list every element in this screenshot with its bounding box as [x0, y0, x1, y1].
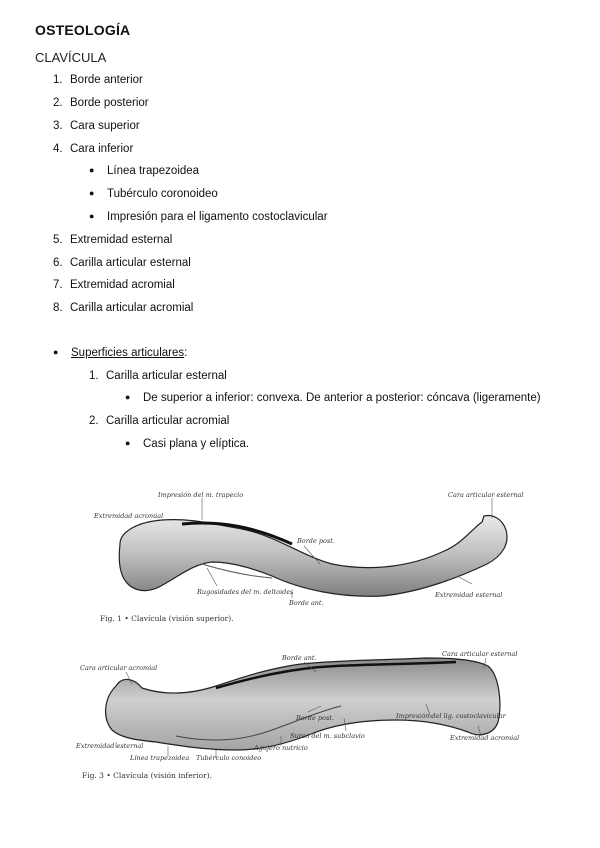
list-item: 4. Cara inferior: [53, 143, 134, 155]
bullet-icon: ●: [125, 438, 131, 448]
list-item: 5. Extremidad esternal: [53, 234, 173, 246]
bullet-icon: ●: [89, 188, 95, 198]
figure1-caption: Fig. 1 • Clavícula (visión superior).: [100, 614, 234, 623]
label-rugosidades: Rugosidades del m. deltoides: [197, 588, 294, 596]
label-cara-articular-esternal: Cara articular esternal: [448, 491, 524, 499]
label-agujero: Agujero nutricio: [254, 744, 308, 752]
bullet-icon: ●: [89, 165, 95, 175]
sub-list-item: ● Tubérculo coronoideo: [89, 188, 218, 200]
sub-list-item: ● Casi plana y elíptica.: [125, 438, 250, 450]
label-borde-ant: Borde ant.: [282, 654, 317, 662]
list-item: 1. Carilla articular esternal: [89, 370, 227, 382]
label-extremidad-esternal: Extremidad esternal: [435, 591, 503, 599]
label-impresion: Impresión del m. trapecio: [158, 491, 244, 499]
list-item: 3. Cara superior: [53, 120, 140, 132]
clavicle-superior-figure: [82, 484, 532, 626]
label-extremidad-esternal-left: Extremidad esternal: [76, 742, 144, 750]
label-borde-post: Borde post.: [296, 714, 334, 722]
figure2-caption: Fig. 3 • Clavícula (visión inferior).: [82, 771, 213, 780]
bullet-icon: ●: [125, 392, 131, 402]
page-title: OSTEOLOGÍA: [35, 22, 131, 38]
bullet-icon: ●: [53, 347, 59, 357]
sub-list-item: ● Impresión para el ligamento costoclavicular: [89, 211, 328, 223]
label-linea-trapezoidea: Línea trapezoidea: [130, 754, 190, 762]
label-extremidad-esternal: Extremidad acromial: [450, 734, 520, 742]
label-borde-post: Borde post.: [297, 537, 335, 545]
list-item: 7. Extremidad acromial: [53, 279, 175, 291]
label-cara-articular-acromial: Cara articular acromial: [80, 664, 158, 672]
sub-list-item: ● De superior a inferior: convexa. De anterior a posterior: cóncava (ligeramente): [125, 392, 541, 404]
label-extremidad-acromial: Extremidad acromial: [94, 512, 164, 520]
label-borde-ant: Borde ant.: [289, 599, 324, 607]
clavicle-inferior-figure: [76, 646, 528, 786]
articular-heading: ● Superficies articulares:: [53, 347, 188, 359]
label-tuberculo: Tubérculo conoideo: [196, 754, 262, 762]
label-surco: Surco del m. subclavio: [290, 732, 365, 740]
bullet-icon: ●: [89, 211, 95, 221]
list-item: 8. Carilla articular acromial: [53, 302, 194, 314]
section-title: CLAVÍCULA: [35, 50, 107, 65]
list-item: 2. Carilla articular acromial: [89, 415, 230, 427]
list-item: 6. Carilla articular esternal: [53, 257, 191, 269]
label-cara-articular-esternal: Cara articular esternal: [442, 650, 518, 658]
sub-list-item: ● Línea trapezoidea: [89, 165, 200, 177]
list-item: 1. Borde anterior: [53, 74, 143, 86]
list-item: 2. Borde posterior: [53, 97, 149, 109]
label-impresion-lig: Impresión del lig. costoclavicular: [396, 712, 506, 720]
